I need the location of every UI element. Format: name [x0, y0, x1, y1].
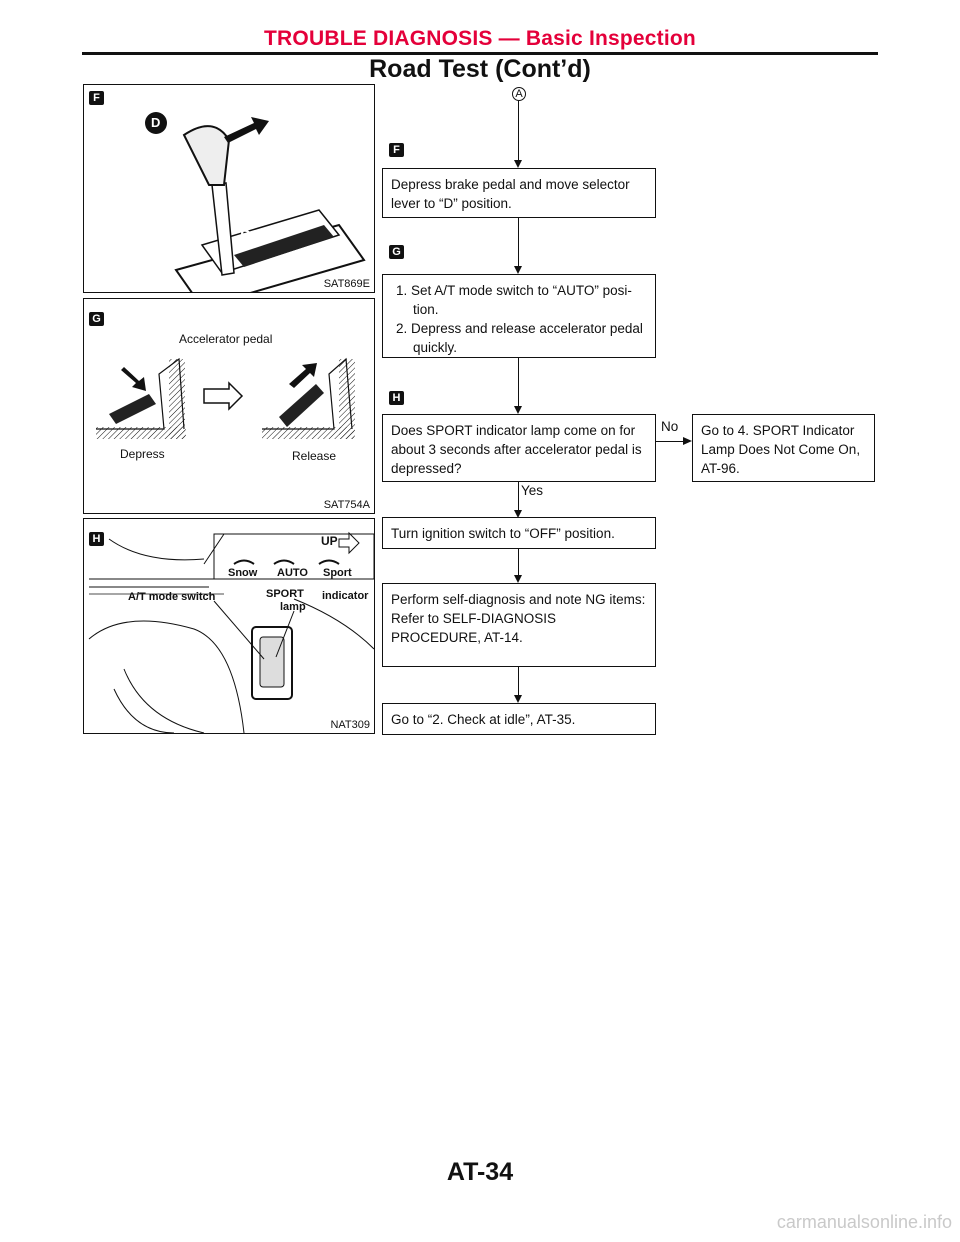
no-result-text: Go to 4. SPORT Indicator Lamp Does Not Come On, AT-96. [701, 423, 861, 476]
indicator-label: indicator [322, 590, 369, 602]
flow-line [518, 549, 519, 577]
no-branch-line [656, 441, 684, 442]
release-label: Release [292, 449, 337, 463]
figure-code: SAT869E [323, 278, 370, 290]
no-label: No [661, 419, 679, 434]
sport-label: Sport [323, 567, 352, 579]
accelerator-pedal-label: Accelerator pedal [179, 332, 273, 346]
no-result-box [692, 414, 875, 482]
step-5-line-1: Perform self-diagnosis and note NG items: [391, 592, 646, 607]
figure-accelerator-pedal [83, 298, 375, 514]
flow-line [518, 358, 519, 408]
step-mark-f: F [389, 143, 404, 157]
auto-label: AUTO [277, 567, 308, 579]
step-3-text: Does SPORT indicator lamp come on for about 3 seconds after accelerator pedal is depressed? [391, 423, 642, 476]
snow-label: Snow [228, 567, 258, 579]
section-title: TROUBLE DIAGNOSIS — Basic Inspection [264, 27, 696, 50]
flow-arrow [514, 406, 522, 414]
flow-arrow [514, 160, 522, 168]
sport-lamp-label-1: SPORT [266, 588, 304, 600]
step-5-line-2: Refer to SELF-DIAGNOSIS PROCEDURE, AT-14. [391, 611, 557, 645]
step-2-box [382, 274, 656, 358]
step-1-text: Depress brake pedal and move selector lever to “D” position. [391, 177, 630, 211]
page-number: AT-34 [446, 1158, 514, 1186]
step-mark-g: G [389, 245, 404, 259]
no-branch-arrow [683, 437, 692, 445]
step-1-box [382, 168, 656, 218]
gate-label-d: D [240, 228, 252, 245]
flow-line [518, 218, 519, 268]
step-4-text: Turn ignition switch to “OFF” position. [391, 526, 615, 541]
flow-arrow [514, 266, 522, 274]
flow-line [518, 101, 519, 163]
step-2-item-2: 2. Depress and release accelerator pedal quickly. [396, 321, 643, 355]
flow-arrow [514, 695, 522, 703]
watermark: carmanualsonline.info [776, 1212, 952, 1232]
flow-line [518, 667, 519, 697]
gear-label-d: D [151, 115, 161, 130]
figure-selector-lever [83, 84, 375, 293]
step-4-box [382, 517, 656, 549]
step-5-box [382, 583, 656, 667]
selector-lever-illustration [84, 85, 374, 292]
page-subtitle: Road Test (Cont’d) [369, 55, 591, 83]
step-3-box [382, 414, 656, 482]
figure-code: SAT754A [323, 499, 370, 511]
depress-label: Depress [120, 447, 165, 461]
yes-label: Yes [521, 483, 544, 498]
step-mark-h: H [389, 391, 404, 405]
figure-mark-h: H [89, 532, 104, 546]
accelerator-pedal-illustration [84, 299, 374, 513]
sport-lamp-label-2: lamp [280, 601, 306, 613]
up-label: UP [321, 534, 338, 548]
figure-mark-g: G [89, 312, 104, 326]
entry-connector: A [512, 87, 526, 101]
figure-code: NAT309 [330, 719, 370, 731]
mode-switch-label: A/T mode switch [128, 591, 216, 603]
figure-mark-f: F [89, 91, 104, 105]
step-6-text: Go to “2. Check at idle”, AT-35. [391, 712, 576, 727]
step-6-box [382, 703, 656, 735]
mode-switch-illustration [84, 519, 374, 733]
figure-mode-switch [83, 518, 375, 734]
flow-arrow [514, 575, 522, 583]
flow-line [518, 482, 519, 512]
step-2-item-1: 1. Set A/T mode switch to “AUTO” posi-tion. [396, 283, 632, 317]
